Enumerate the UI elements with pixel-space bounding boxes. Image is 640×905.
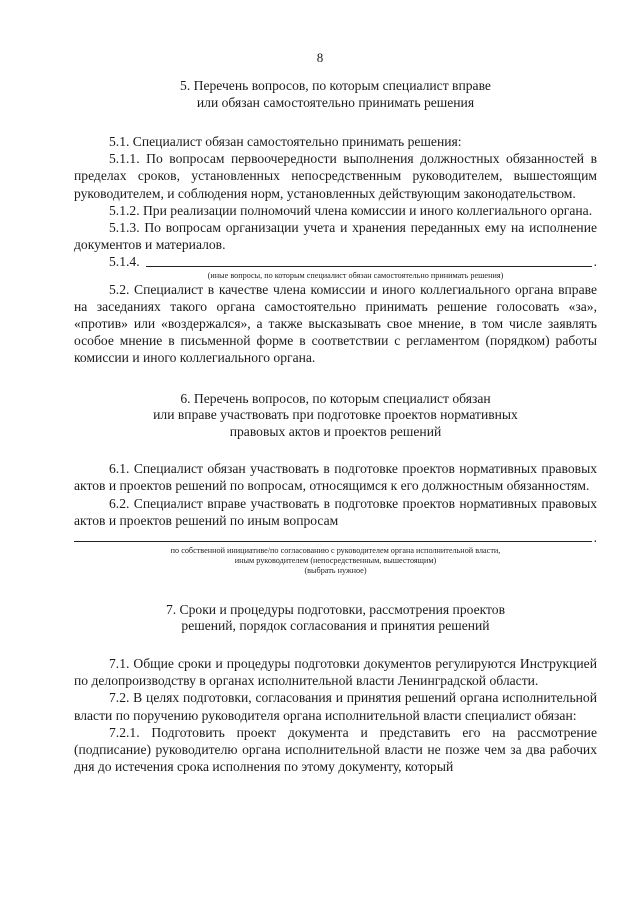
paragraph-5-1-3: 5.1.3. По вопросам организации учета и хранения переданных ему на исполнение документов и материалов. [74, 220, 597, 253]
blank-caption [74, 546, 597, 576]
caption-line: (выбрать нужное) [304, 565, 367, 575]
paragraph-5-1-2: 5.1.2. При реализации полномочий члена комиссии и иного коллегиального органа. [109, 202, 593, 218]
paragraph-6-2: 6.2. Специалист вправе участвовать в подготовке проектов нормативных правовых актов и проектов решений по иным вопросам [74, 495, 597, 528]
paragraph-5-1-1: 5.1.1. По вопросам первоочередности выполнения должностных обязанностей в пределах сроков, установленных непосредственным руководителем, вышестоящим руководителем, и соблюдения норм, установленных действующим законодательством. [74, 151, 597, 201]
period: . [593, 529, 597, 545]
caption-line: по собственной инициативе/по согласованию с руководителем органа исполнительной власти, [170, 545, 501, 555]
blank-underline [74, 540, 592, 542]
paragraph-6-2-blank [74, 529, 597, 546]
heading-line: правовых актов и проектов решений [229, 423, 442, 439]
blank-caption: (иные вопросы, по которым специалист обязан самостоятельно принимать решения) [207, 270, 504, 280]
heading-line: решений, порядок согласования и принятия решений [181, 618, 490, 634]
heading-line: или вправе участвовать при подготовке проектов нормативных [153, 407, 518, 423]
paragraph-5-1-4 [74, 253, 597, 270]
paragraph-5-2: 5.2. Специалист в качестве члена комиссии и иного коллегиального органа вправе на заседаниях такого органа самостоятельно принимать решение голосовать «за», «против» или «воздержался», а также высказывать свое мнение, в том числе заявлять особое мнение в письменной форме в соответствии с регламентом (порядком) работы комиссии и иного коллегиального органа. [74, 281, 597, 366]
heading-line: или обязан самостоятельно принимать решения [196, 94, 475, 110]
paragraph-7-1: 7.1. Общие сроки и процедуры подготовки документов регулируются Инструкцией по делопроизводству в органах исполнительной власти Ленинградской области. [74, 655, 597, 689]
section-6-heading [74, 391, 597, 441]
paragraph-label: 5.1.4. [109, 254, 140, 270]
period: . [593, 254, 597, 270]
section-5-heading [74, 78, 597, 111]
blank-underline [146, 265, 592, 267]
page-number: 8 [316, 50, 324, 65]
caption-line: иным руководителем (непосредственным, вышестоящим) [234, 555, 437, 565]
heading-line: 5. Перечень вопросов, по которым специалист вправе [180, 78, 491, 93]
paragraph-7-2-1: 7.2.1. Подготовить проект документа и представить его на рассмотрение (подписание) руководителю органа исполнительной власти не позже чем за два рабочих дня до истечения срока исполнения по этому документу, который [74, 724, 597, 775]
document-body [74, 78, 597, 775]
heading-line: 6. Перечень вопросов, по которым специалист обязан [180, 390, 491, 406]
paragraph-6-1: 6.1. Специалист обязан участвовать в подготовке проектов нормативных правовых актов и проектов решений по вопросам, относящимся к его должностным обязанностям. [74, 461, 597, 494]
paragraph-5-1: 5.1. Специалист обязан самостоятельно принимать решения: [109, 134, 462, 149]
section-7-heading [74, 602, 597, 635]
heading-line: 7. Сроки и процедуры подготовки, рассмотрения проектов [165, 601, 506, 617]
paragraph-7-2: 7.2. В целях подготовки, согласования и принятия решений органа исполнительной власти по поручению руководителя органа исполнительной власти специалист обязан: [74, 690, 597, 723]
